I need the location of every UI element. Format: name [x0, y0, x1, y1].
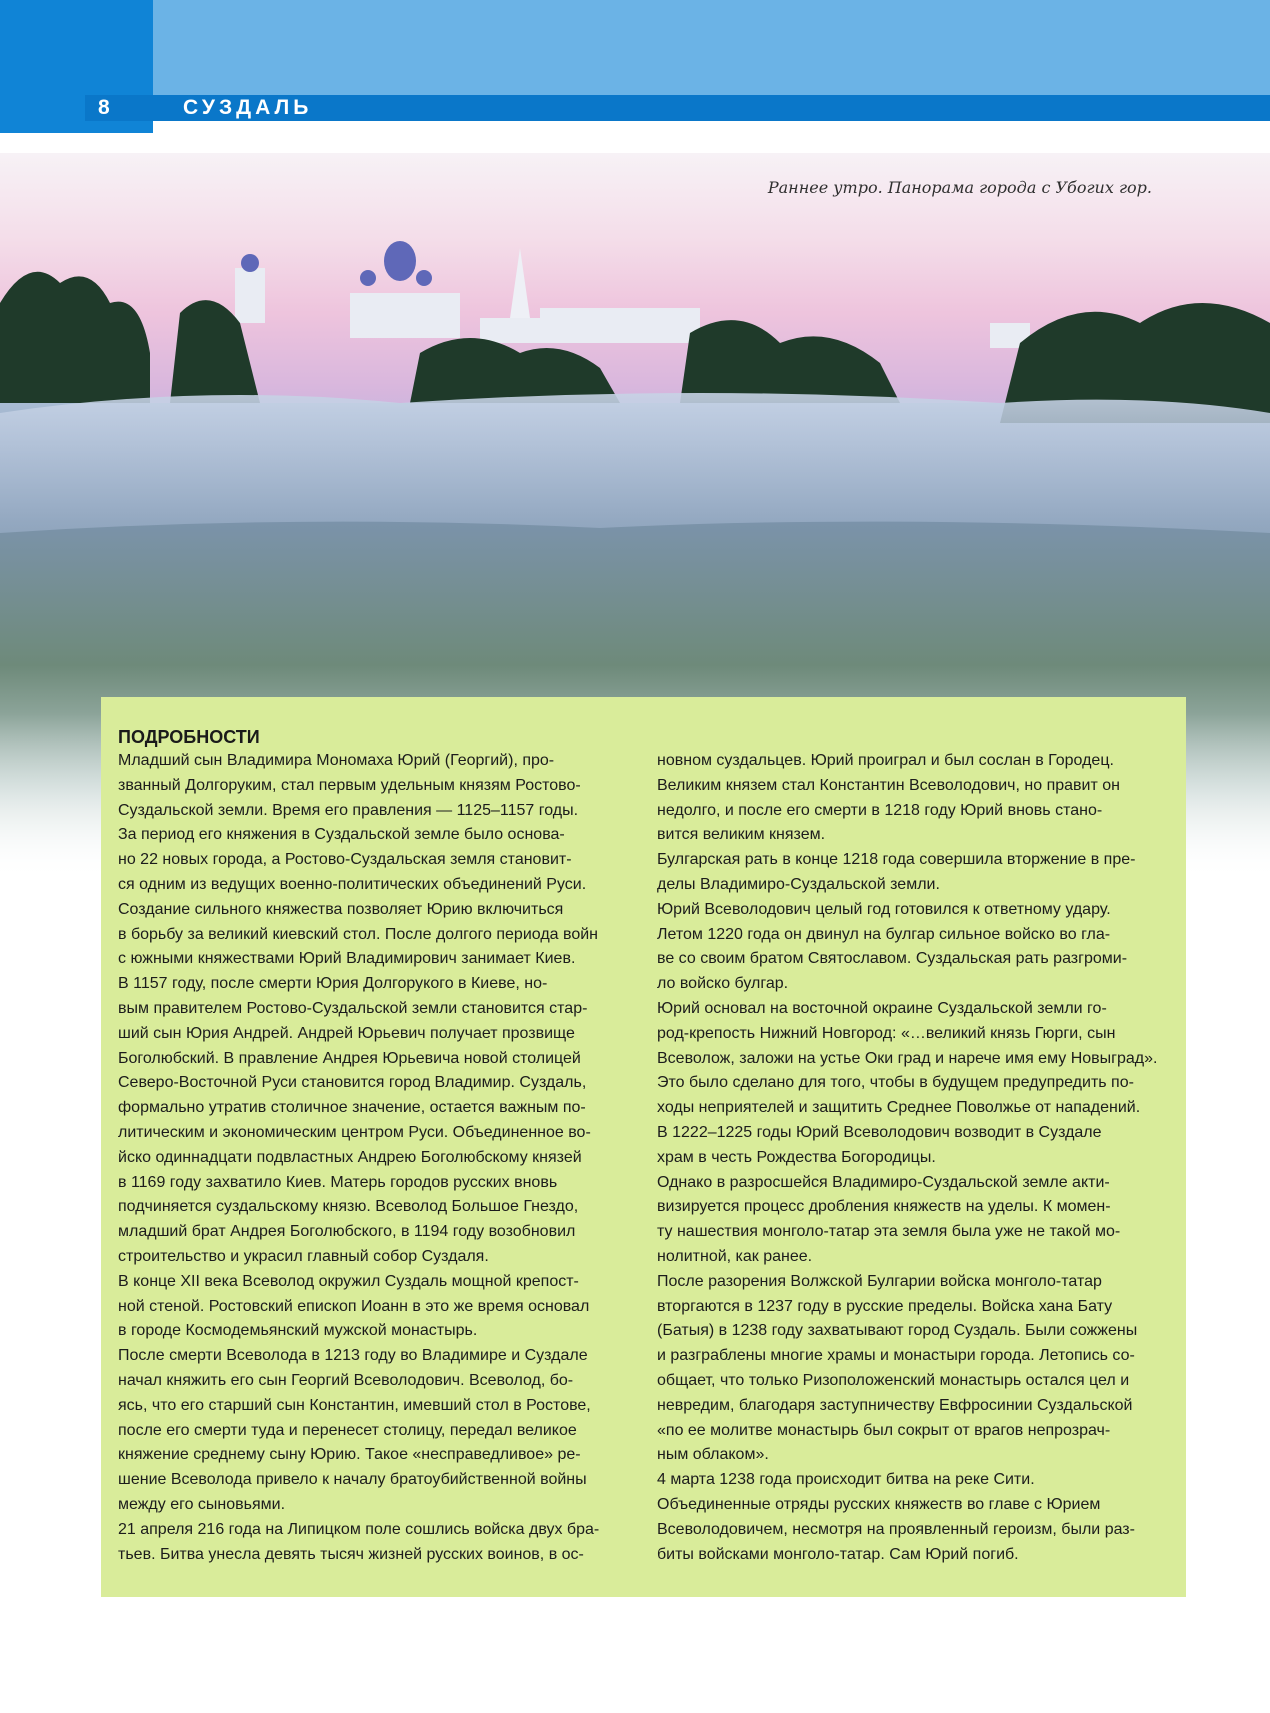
text-line: ной стеной. Ростовский епископ Иоанн в это же время основал — [118, 1297, 590, 1315]
text-line: род-крепость Нижний Новгород: «…великий князь Гюрги, сын — [657, 1024, 1116, 1042]
text-line: В конце XII века Всеволод окружил Суздаль мощной крепост- — [118, 1272, 579, 1290]
text-line: (Батыя) в 1238 году захватывают город Суздаль. Были сожжены — [657, 1322, 1138, 1340]
text-line: В 1222–1225 годы Юрий Всеволодович возводит в Суздале — [657, 1123, 1102, 1141]
details-column-left — [118, 749, 639, 1567]
text-line: ту нашествия монголо-татар эта земля была уже не такой мо- — [657, 1223, 1121, 1241]
text-line: после его смерти туда и перенесет столицу, передал великое — [118, 1421, 577, 1439]
text-line: 4 марта 1238 года происходит битва на реке Сити. — [657, 1471, 1035, 1489]
text-line: и разграблены многие храмы и монастыри города. Летопись со- — [657, 1347, 1135, 1365]
text-line: строительство и украсил главный собор Суздаля. — [118, 1247, 489, 1265]
text-line: княжение среднему сыну Юрию. Такое «несправедливое» ре- — [118, 1446, 581, 1464]
text-line: Великим князем стал Константин Всеволодович, но правит он — [657, 776, 1120, 794]
text-line: Юрий основал на восточной окраине Суздальской земли го- — [657, 999, 1107, 1017]
text-line: тьев. Битва унесла девять тысяч жизней русских воинов, в ос- — [118, 1545, 584, 1563]
text-line: между его сыновьями. — [118, 1495, 286, 1513]
details-title: ПОДРОБНОСТИ — [118, 727, 260, 747]
text-line: Юрий Всеволодович целый год готовился к ответному удару. — [657, 900, 1111, 918]
text-line: биты войсками монголо-татар. Сам Юрий погиб. — [657, 1545, 1019, 1563]
text-line: в 1169 году захватило Киев. Матерь городов русских вновь — [118, 1173, 558, 1191]
text-line: Объединенные отряды русских княжеств во главе с Юрием — [657, 1495, 1101, 1513]
text-line: Это было сделано для того, чтобы в будущем предупредить по- — [657, 1074, 1134, 1092]
text-line: ся одним из ведущих военно-политических объединений Руси. — [118, 875, 587, 893]
section-title: СУЗДАЛЬ — [183, 96, 313, 119]
text-line: ло войско булгар. — [657, 975, 789, 993]
details-column-right — [657, 749, 1178, 1567]
text-line: йско одиннадцати подвластных Андрею Боголюбскому князей — [118, 1148, 582, 1166]
text-line: Суздальской земли. Время его правления — 1125–1157 годы. — [118, 801, 579, 819]
page-number: 8 — [98, 96, 110, 119]
text-line: младший брат Андрея Боголюбского, в 1194 году возобновил — [118, 1223, 576, 1241]
text-line: общает, что только Ризоположенский монастырь остался цел и — [657, 1371, 1130, 1389]
text-line: в борьбу за великий киевский стол. После долгого периода войн — [118, 925, 598, 943]
text-line: визируется процесс дробления княжеств на уделы. К момен- — [657, 1198, 1111, 1216]
text-line: ве со своим братом Святославом. Суздальская рать разгроми- — [657, 950, 1128, 968]
text-line: «по ее молитве монастырь был сокрыт от врагов непрозрач- — [657, 1421, 1111, 1439]
text-line: Создание сильного княжества позволяет Юрию включиться — [118, 900, 564, 918]
text-line: Младший сын Владимира Мономаха Юрий (Георгий), про- — [118, 752, 555, 769]
text-line: формально утратив столичное значение, остается важным по- — [118, 1099, 586, 1117]
text-line: Однако в разросшейся Владимиро-Суздальской земле акти- — [657, 1173, 1110, 1191]
text-line: За период его княжения в Суздальской земле было основа- — [118, 826, 565, 844]
text-line: с южными княжествами Юрий Владимирович занимает Киев. — [118, 950, 576, 968]
text-line: нолитной, как ранее. — [657, 1247, 813, 1265]
text-line: начал княжить его сын Георгий Всеволодович. Всеволод, бо- — [118, 1371, 574, 1389]
text-line: ходы неприятелей и защитить Среднее Поволжье от нападений. — [657, 1099, 1141, 1117]
text-line: После смерти Всеволода в 1213 году во Владимире и Суздале — [118, 1347, 588, 1365]
text-line: ным облаком». — [657, 1446, 769, 1464]
text-line: вторгаются в 1237 году в русские пределы. Войска хана Бату — [657, 1297, 1113, 1315]
text-line: недолго, и после его смерти в 1218 году Юрий вновь стано- — [657, 801, 1103, 819]
photo-caption: Раннее утро. Панорама города с Убогих гор. — [767, 178, 1152, 197]
text-line: ший сын Юрия Андрей. Андрей Юрьевич получает прозвище — [118, 1024, 575, 1042]
text-line: Северо-Восточной Руси становится город Владимир. Суздаль, — [118, 1074, 587, 1092]
text-line: литическим и экономическим центром Руси. Объединенное во- — [118, 1123, 591, 1141]
text-line: вится великим князем. — [657, 826, 826, 844]
text-line: После разорения Волжской Булгарии войска монголо-татар — [657, 1272, 1102, 1290]
text-line: делы Владимиро-Суздальской земли. — [657, 875, 940, 893]
text-line: ясь, что его старший сын Константин, имевший стол в Ростове, — [118, 1396, 591, 1414]
text-line: невредим, благодаря заступничеству Евфросинии Суздальской — [657, 1396, 1133, 1414]
text-line: храм в честь Рождества Богородицы. — [657, 1148, 936, 1166]
text-line: Боголюбский. В правление Андрея Юрьевича новой столицей — [118, 1049, 581, 1067]
text-line: Булгарская рать в конце 1218 года совершила вторжение в пре- — [657, 851, 1136, 869]
text-line: подчиняется суздальскому князю. Всеволод Большое Гнездо, — [118, 1198, 579, 1216]
text-line: но 22 новых города, а Ростово-Суздальская земля становит- — [118, 851, 572, 869]
text-line: В 1157 году, после смерти Юрия Долгорукого в Киеве, но- — [118, 975, 548, 993]
text-line: в городе Космодемьянский мужской монастырь. — [118, 1322, 478, 1340]
header-background — [0, 0, 1270, 95]
text-line: новном суздальцев. Юрий проиграл и был сослан в Городец. — [657, 752, 1114, 769]
text-line: шение Всеволода привело к началу братоубийственной войны — [118, 1471, 587, 1489]
text-line: вым правителем Ростово-Суздальской земли становится стар- — [118, 999, 588, 1017]
text-line: 21 апреля 216 года на Липицком поле сошлись войска двух бра- — [118, 1520, 600, 1538]
text-line: Всеволодовичем, несмотря на проявленный героизм, были раз- — [657, 1520, 1135, 1538]
text-line: Летом 1220 года он двинул на булгар сильное войско во гла- — [657, 925, 1111, 943]
text-line: званный Долгоруким, стал первым удельным князям Ростово- — [118, 776, 581, 794]
text-line: Всеволож, заложи на устье Оки град и нарече имя ему Новыград». — [657, 1049, 1158, 1067]
